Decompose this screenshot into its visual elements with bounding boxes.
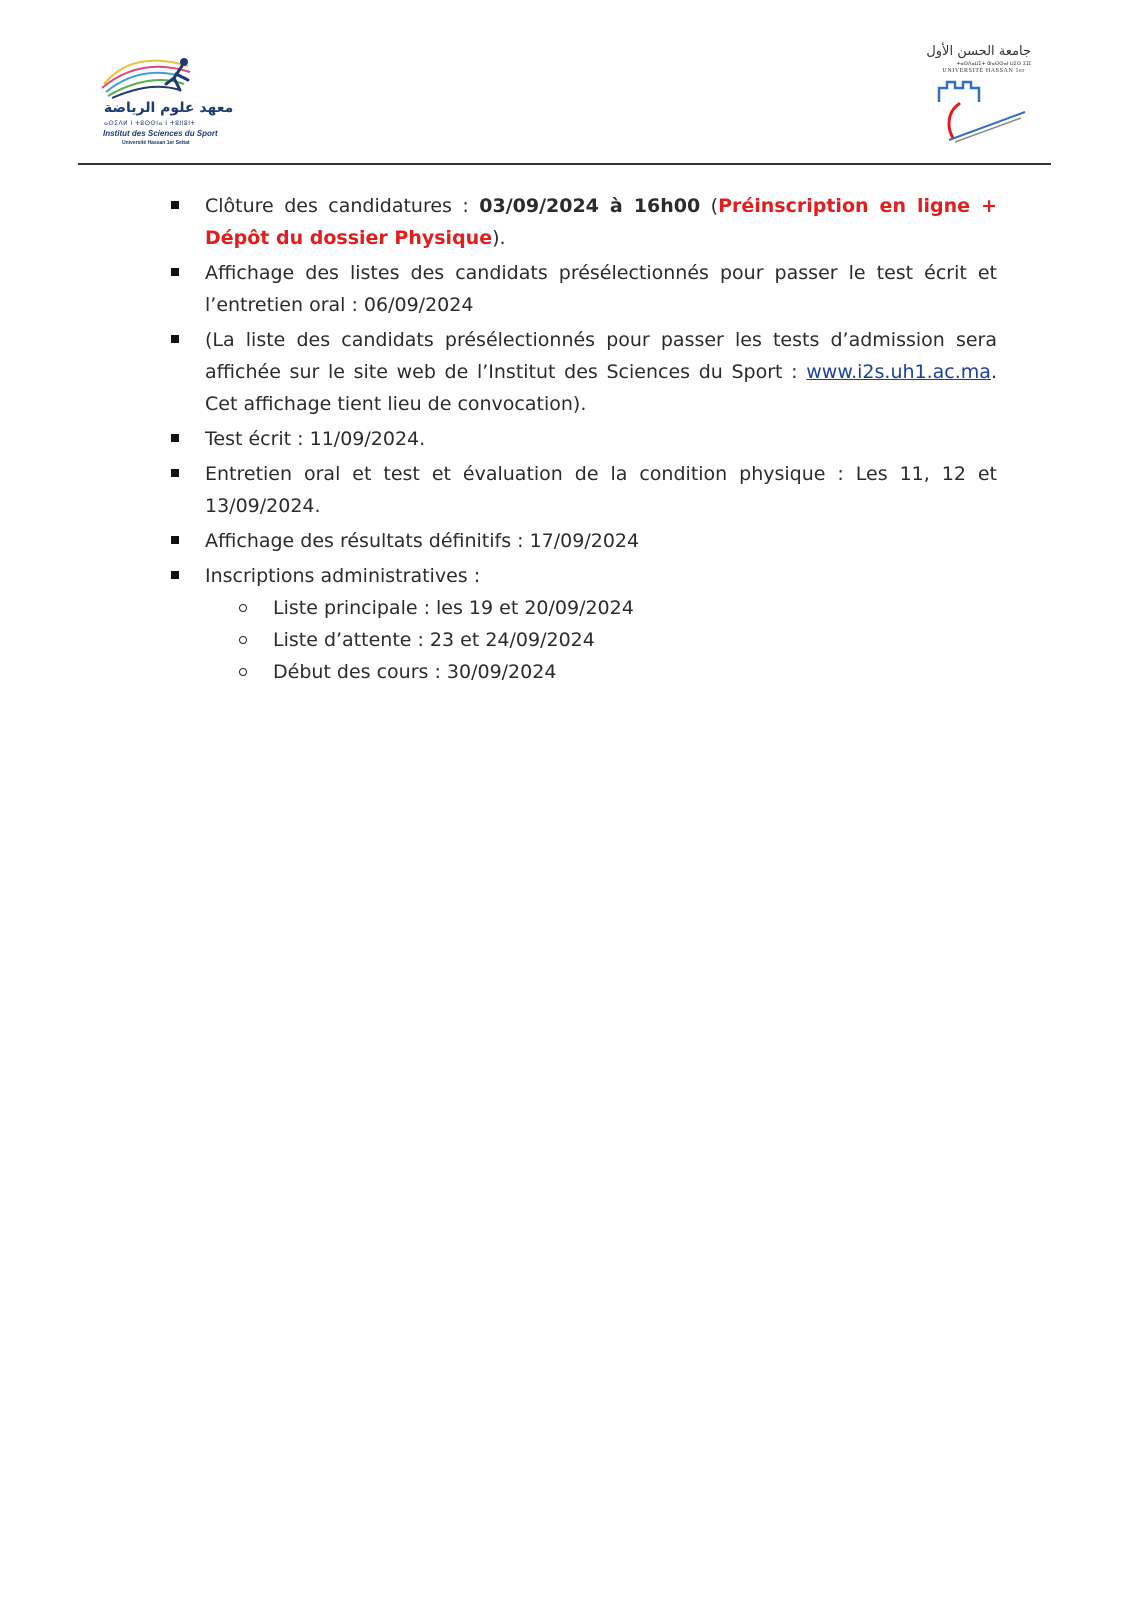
square-bullet-icon <box>171 536 179 544</box>
page-header <box>0 0 1130 166</box>
item-text: Test écrit : 11/09/2024. <box>205 428 426 450</box>
list-item <box>171 423 997 455</box>
item-text: Entretien oral et test et évaluation de la condition physique : Les 11, 12 et 13/09/2024. <box>205 463 997 517</box>
list-item <box>171 324 997 420</box>
list-item <box>171 458 997 522</box>
sub-item-text: Liste d’attente : 23 et 24/09/2024 <box>273 629 595 651</box>
item-highlight: Préinscription en ligne + Dépôt du dossier Physique <box>205 195 997 249</box>
university-logo <box>925 44 1045 149</box>
university-tifinagh-name: ⵜⴰⵙⴷⴰⵡⵉⵜ ⵀⴰⵙⵙⴰⵏ ⵡⵉⵙ ⵉⵊⵊ <box>956 61 1031 67</box>
item-text: . Cet affichage tient lieu de convocation). <box>205 361 997 415</box>
item-text: (La liste des candidats présélectionnés pour passer les tests d’admission sera affichée sur le site web de l’Institut des Sciences du Sport : <box>205 329 997 383</box>
list-item <box>171 190 997 254</box>
item-text: Affichage des listes des candidats présélectionnés pour passer le test écrit et l’entretien oral : 06/09/2024 <box>205 262 997 316</box>
item-text: ). <box>492 227 506 249</box>
registration-sublist <box>205 592 997 688</box>
circle-bullet-icon <box>239 636 247 644</box>
sub-list-item <box>239 624 997 656</box>
item-date: 03/09/2024 à 16h00 <box>479 195 701 217</box>
sub-list-item <box>239 592 997 624</box>
list-item <box>171 257 997 321</box>
square-bullet-icon <box>171 201 179 209</box>
university-arabic-name: جامعة الحسن الأول <box>926 44 1031 59</box>
institut-name: Institut des Sciences du Sport <box>103 129 218 138</box>
university-latin-name: UNIVERSITÉ HASSAN 1er <box>942 68 1025 74</box>
institut-arabic-name: معهد علوم الرياضة <box>104 100 234 116</box>
item-text: Affichage des résultats définitifs : 17/09/2024 <box>205 530 640 552</box>
item-text: Inscriptions administratives : <box>205 565 481 587</box>
sub-list-item <box>239 656 997 688</box>
institut-university: Université Hassan 1er Settat <box>122 140 190 146</box>
item-text: Clôture des candidatures : <box>205 195 480 217</box>
schedule-list <box>171 190 997 688</box>
square-bullet-icon <box>171 434 179 442</box>
header-divider <box>78 163 1051 165</box>
institut-logo <box>100 54 234 150</box>
website-link[interactable]: www.i2s.uh1.ac.ma <box>806 361 991 383</box>
list-item <box>171 525 997 557</box>
runner-logo-icon <box>100 54 200 104</box>
sub-item-text: Liste principale : les 19 et 20/09/2024 <box>273 597 634 619</box>
sub-item-text: Début des cours : 30/09/2024 <box>273 661 557 683</box>
square-bullet-icon <box>171 335 179 343</box>
circle-bullet-icon <box>239 668 247 676</box>
circle-bullet-icon <box>239 604 247 612</box>
square-bullet-icon <box>171 571 179 579</box>
document-body <box>171 190 997 691</box>
university-emblem-icon <box>925 78 1045 148</box>
square-bullet-icon <box>171 469 179 477</box>
square-bullet-icon <box>171 268 179 276</box>
list-item <box>171 560 997 688</box>
institut-tifinagh-name: ⴰⵙⵉⴷⵍ ⵏ ⵜⵓⵙⵙⵏⴰ ⵏ ⵜⵓⵏⵏⵓⵏⵜ <box>104 120 196 127</box>
item-text: ( <box>700 195 719 217</box>
